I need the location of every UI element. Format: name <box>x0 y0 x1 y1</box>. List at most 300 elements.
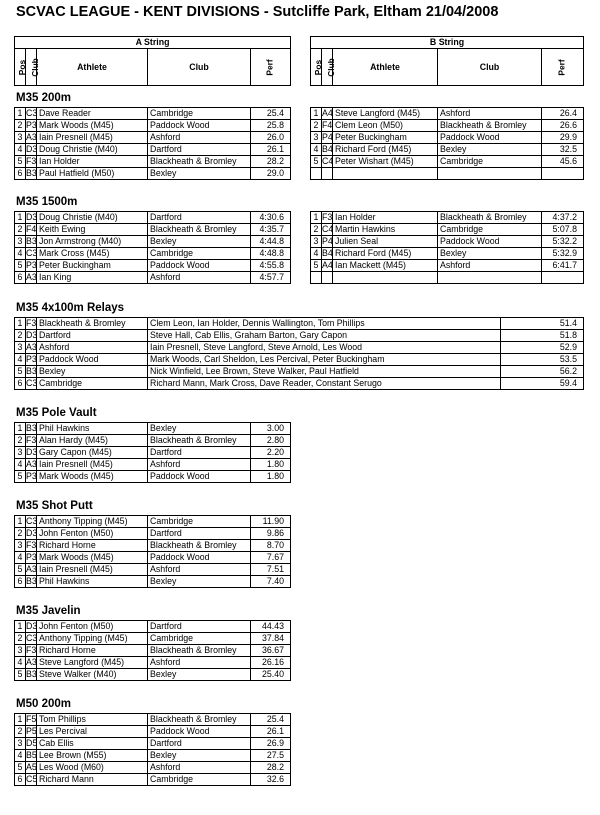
perf-cell: 32.5 <box>542 144 584 156</box>
pos-cell: 4 <box>15 144 26 156</box>
pos-cell: 5 <box>15 762 26 774</box>
table-row <box>15 212 291 224</box>
club-code-cell: P3 <box>26 354 37 364</box>
pos-cell: 5 <box>311 156 322 168</box>
club-header: Club <box>148 49 251 86</box>
athlete-cell: Lee Brown (M55) <box>37 750 148 762</box>
perf-cell: 26.0 <box>251 132 291 144</box>
b-string-header-table <box>310 36 584 86</box>
perf-cell: 28.2 <box>251 762 291 774</box>
club-code-cell: F4 <box>322 120 333 130</box>
perf-cell: 26.4 <box>542 108 584 120</box>
pos-header: Pos <box>15 49 26 86</box>
perf-cell: 44.43 <box>251 621 291 633</box>
club-code-cell: F3 <box>26 156 37 166</box>
club-code-cell: C3 <box>26 633 38 643</box>
athlete-cell: Dave Reader <box>37 108 148 120</box>
table-row <box>311 272 584 284</box>
athlete-cell: Martin Hawkins <box>333 224 438 236</box>
club-code-cell: P3 <box>26 260 37 270</box>
club-code-cell: F3 <box>26 318 37 328</box>
table-row <box>15 236 291 248</box>
club-code-cell: C3 <box>26 378 38 388</box>
table-row <box>15 260 291 272</box>
perf-cell: 5:32.2 <box>542 236 584 248</box>
pos-cell: 1 <box>15 318 26 330</box>
athlete-cell: Alan Hardy (M45) <box>37 435 148 447</box>
table-row <box>15 540 291 552</box>
table-row <box>15 645 291 657</box>
athlete-cell: Richard Mann <box>37 774 148 786</box>
athlete-cell: Doug Christie (M40) <box>37 144 148 156</box>
pos-cell: 5 <box>15 366 26 378</box>
club-cell: Paddock Wood <box>148 471 251 483</box>
club-code-cell <box>322 272 333 284</box>
section-title: M35 Javelin <box>16 605 81 617</box>
perf-cell: 4:35.7 <box>251 224 291 236</box>
section-title: M35 1500m <box>16 196 78 208</box>
perf-cell: 29.0 <box>251 168 291 180</box>
team-members-cell: Steve Hall, Cab Ellis, Graham Barton, Gary Capon <box>148 330 501 342</box>
club-code-cell: B3 <box>26 576 37 586</box>
perf-cell: 26.16 <box>251 657 291 669</box>
pos-cell: 2 <box>311 224 322 236</box>
club-cell: Bexley <box>438 144 542 156</box>
club-code-cell: C5 <box>26 774 38 784</box>
table-row <box>15 132 291 144</box>
club-cell: Dartford <box>148 144 251 156</box>
pos-cell: 5 <box>15 564 26 576</box>
athlete-cell: Steve Langford (M45) <box>37 657 148 669</box>
pos-cell: 4 <box>15 248 26 260</box>
perf-cell <box>542 272 584 284</box>
pos-cell: 1 <box>15 714 26 726</box>
team-members-cell: Nick Winfield, Lee Brown, Steve Walker, Paul Hatfield <box>148 366 501 378</box>
club-code-header: Club <box>26 49 37 86</box>
table-row <box>15 750 291 762</box>
club-header: Club <box>438 49 542 86</box>
club-code-cell: P4 <box>322 132 333 142</box>
table-row <box>15 342 584 354</box>
perf-cell: 7.51 <box>251 564 291 576</box>
club-code-cell: A4 <box>322 260 333 270</box>
perf-cell: 45.6 <box>542 156 584 168</box>
pos-cell: 2 <box>15 435 26 447</box>
club-code-cell: C3 <box>26 248 38 258</box>
perf-cell: 4:37.2 <box>542 212 584 224</box>
athlete-cell: Anthony Tipping (M45) <box>37 633 148 645</box>
athlete-cell: Tom Phillips <box>37 714 148 726</box>
club-code-cell: B4 <box>322 248 333 258</box>
pos-cell: 3 <box>15 540 26 552</box>
club-cell: Ashford <box>148 272 251 284</box>
athlete-cell: Richard Horne <box>37 540 148 552</box>
team-cell: Bexley <box>37 366 148 378</box>
perf-cell: 59.4 <box>501 378 584 390</box>
club-code-cell: C4 <box>322 224 334 234</box>
pos-cell: 4 <box>15 657 26 669</box>
a-string-header-table <box>14 36 291 86</box>
perf-cell: 11.90 <box>251 516 291 528</box>
pos-cell: 2 <box>15 633 26 645</box>
table-row <box>15 762 291 774</box>
club-cell <box>438 272 542 284</box>
table-row <box>15 726 291 738</box>
club-code-cell: F3 <box>26 540 37 550</box>
club-cell: Cambridge <box>148 633 251 645</box>
perf-cell: 56.2 <box>501 366 584 378</box>
pos-cell <box>311 272 322 284</box>
pos-cell: 2 <box>15 528 26 540</box>
pos-cell: 1 <box>15 516 26 528</box>
pos-cell: 4 <box>15 459 26 471</box>
table-row <box>15 471 291 483</box>
club-code-header: Club <box>322 49 333 86</box>
table-row <box>15 378 584 390</box>
club-cell: Ashford <box>148 459 251 471</box>
athlete-cell: Iain Presnell (M45) <box>37 132 148 144</box>
table-row <box>15 248 291 260</box>
table-row <box>15 156 291 168</box>
team-cell: Blackheath & Bromley <box>37 318 148 330</box>
results-table <box>14 211 291 284</box>
athlete-cell: Steve Langford (M45) <box>333 108 438 120</box>
results-table <box>310 211 584 284</box>
club-cell: Cambridge <box>148 516 251 528</box>
pos-cell: 3 <box>15 342 26 354</box>
athlete-cell: Ian Mackett (M45) <box>333 260 438 272</box>
perf-cell: 36.67 <box>251 645 291 657</box>
pos-cell: 1 <box>15 212 26 224</box>
athlete-cell: Anthony Tipping (M45) <box>37 516 148 528</box>
pos-cell: 4 <box>15 552 26 564</box>
relay-table <box>14 317 584 390</box>
athlete-cell: Clem Leon (M50) <box>333 120 438 132</box>
pos-cell: 2 <box>15 726 26 738</box>
pos-cell: 3 <box>311 236 322 248</box>
table-row <box>15 669 291 681</box>
pos-cell: 1 <box>15 108 26 120</box>
perf-cell: 25.8 <box>251 120 291 132</box>
results-table <box>14 107 291 180</box>
perf-header: Perf <box>251 49 291 86</box>
pos-cell: 5 <box>15 471 26 483</box>
perf-cell: 4:55.8 <box>251 260 291 272</box>
club-code-cell: D3 <box>26 212 38 222</box>
club-cell: Cambridge <box>438 156 542 168</box>
pos-cell: 1 <box>311 108 322 120</box>
pos-cell: 3 <box>15 236 26 248</box>
perf-cell: 5:07.8 <box>542 224 584 236</box>
team-cell: Paddock Wood <box>37 354 148 366</box>
club-code-cell: F3 <box>26 435 37 445</box>
perf-cell: 29.9 <box>542 132 584 144</box>
pos-cell: 3 <box>311 132 322 144</box>
pos-cell: 3 <box>15 132 26 144</box>
club-cell: Blackheath & Bromley <box>438 212 542 224</box>
table-row <box>311 260 584 272</box>
section-title: M50 200m <box>16 698 71 710</box>
club-cell: Ashford <box>148 564 251 576</box>
perf-cell: 2.80 <box>251 435 291 447</box>
table-row <box>311 120 584 132</box>
table-row <box>15 168 291 180</box>
athlete-cell: Iain Presnell (M45) <box>37 459 148 471</box>
table-row <box>15 552 291 564</box>
athlete-cell: Phil Hawkins <box>37 423 148 435</box>
table-row <box>311 212 584 224</box>
table-row <box>15 435 291 447</box>
club-code-cell: D3 <box>26 447 38 457</box>
club-cell: Dartford <box>148 738 251 750</box>
pos-cell: 5 <box>15 669 26 681</box>
perf-cell: 4:30.6 <box>251 212 291 224</box>
pos-cell: 2 <box>311 120 322 132</box>
club-cell: Dartford <box>148 621 251 633</box>
pos-cell: 3 <box>15 645 26 657</box>
pos-cell: 2 <box>15 120 26 132</box>
club-code-cell: D3 <box>26 528 38 538</box>
athlete-cell: Richard Horne <box>37 645 148 657</box>
athlete-cell: Gary Capon (M45) <box>37 447 148 459</box>
athlete-cell: Les Wood (M60) <box>37 762 148 774</box>
perf-cell: 53.5 <box>501 354 584 366</box>
results-table <box>14 422 291 483</box>
club-code-cell: C3 <box>26 108 38 118</box>
perf-cell: 25.4 <box>251 108 291 120</box>
perf-cell: 3.00 <box>251 423 291 435</box>
pos-cell: 4 <box>15 354 26 366</box>
pos-cell: 2 <box>15 330 26 342</box>
table-row <box>15 272 291 284</box>
table-row <box>311 236 584 248</box>
perf-cell: 26.9 <box>251 738 291 750</box>
club-cell: Blackheath & Bromley <box>148 435 251 447</box>
club-code-cell: B3 <box>26 366 37 376</box>
club-code-cell: B3 <box>26 423 37 433</box>
pos-cell: 1 <box>311 212 322 224</box>
athlete-cell: John Fenton (M50) <box>37 528 148 540</box>
club-code-cell: A3 <box>26 132 37 142</box>
perf-cell: 51.8 <box>501 330 584 342</box>
club-code-cell: B3 <box>26 168 37 178</box>
club-code-cell: B3 <box>26 236 37 246</box>
club-code-cell <box>322 168 333 180</box>
perf-cell: 4:57.7 <box>251 272 291 284</box>
table-row <box>15 633 291 645</box>
perf-header: Perf <box>542 49 584 86</box>
pos-cell: 4 <box>311 248 322 260</box>
pos-cell: 6 <box>15 272 26 284</box>
pos-cell: 1 <box>15 621 26 633</box>
club-code-cell: P4 <box>322 236 333 246</box>
pos-cell: 3 <box>15 738 26 750</box>
team-cell: Ashford <box>37 342 148 354</box>
team-members-cell: Richard Mann, Mark Cross, Dave Reader, Constant Serugo <box>148 378 501 390</box>
table-row <box>15 576 291 588</box>
athlete-cell: Ian Holder <box>37 156 148 168</box>
table-row <box>15 657 291 669</box>
club-code-cell: B4 <box>322 144 333 154</box>
club-code-cell: A3 <box>26 272 37 282</box>
club-code-cell: D3 <box>26 621 38 631</box>
club-code-cell: P3 <box>26 552 37 562</box>
club-cell: Ashford <box>148 762 251 774</box>
club-cell <box>438 168 542 180</box>
b-string-heading: B String <box>311 37 584 49</box>
club-code-cell: P3 <box>26 120 37 130</box>
table-row <box>311 248 584 260</box>
club-cell: Dartford <box>148 528 251 540</box>
perf-cell: 2.20 <box>251 447 291 459</box>
team-members-cell: Mark Woods, Carl Sheldon, Les Percival, Peter Buckingham <box>148 354 501 366</box>
club-cell: Bexley <box>148 168 251 180</box>
table-row <box>15 120 291 132</box>
athlete-cell: Paul Hatfield (M50) <box>37 168 148 180</box>
athlete-cell: Peter Wishart (M45) <box>333 156 438 168</box>
perf-cell: 27.5 <box>251 750 291 762</box>
club-cell: Bexley <box>148 423 251 435</box>
table-row <box>311 224 584 236</box>
perf-cell: 5:32.9 <box>542 248 584 260</box>
table-row <box>15 366 584 378</box>
pos-cell: 2 <box>15 224 26 236</box>
perf-cell: 25.40 <box>251 669 291 681</box>
pos-cell: 6 <box>15 378 26 390</box>
club-code-cell: A3 <box>26 459 37 469</box>
results-table <box>310 107 584 180</box>
results-table <box>14 620 291 681</box>
club-cell: Bexley <box>438 248 542 260</box>
athlete-cell: Peter Buckingham <box>333 132 438 144</box>
pos-cell: 4 <box>15 750 26 762</box>
perf-cell: 37.84 <box>251 633 291 645</box>
team-members-cell: Clem Leon, Ian Holder, Dennis Wallington, Tom Phillips <box>148 318 501 330</box>
pos-cell: 3 <box>15 447 26 459</box>
section-title: M35 200m <box>16 92 71 104</box>
pos-cell: 6 <box>15 774 26 786</box>
pos-cell: 6 <box>15 168 26 180</box>
athlete-cell: Doug Christie (M40) <box>37 212 148 224</box>
results-table <box>14 713 291 786</box>
club-code-cell: A5 <box>26 762 37 772</box>
club-cell: Blackheath & Bromley <box>438 120 542 132</box>
club-cell: Bexley <box>148 576 251 588</box>
club-cell: Ashford <box>148 132 251 144</box>
club-cell: Cambridge <box>438 224 542 236</box>
perf-cell: 1.80 <box>251 471 291 483</box>
team-cell: Dartford <box>37 330 148 342</box>
perf-cell: 26.6 <box>542 120 584 132</box>
perf-cell: 7.67 <box>251 552 291 564</box>
perf-cell: 51.4 <box>501 318 584 330</box>
club-cell: Cambridge <box>148 248 251 260</box>
table-row <box>15 144 291 156</box>
pos-cell: 4 <box>311 144 322 156</box>
athlete-cell: Ian Holder <box>333 212 438 224</box>
club-code-cell: D3 <box>26 144 38 154</box>
club-cell: Paddock Wood <box>148 260 251 272</box>
pos-cell <box>311 168 322 180</box>
club-code-cell: C4 <box>322 156 334 166</box>
club-cell: Paddock Wood <box>148 552 251 564</box>
results-table <box>14 515 291 588</box>
pos-cell: 5 <box>15 260 26 272</box>
club-cell: Cambridge <box>148 108 251 120</box>
club-code-cell: F4 <box>26 224 37 234</box>
table-row <box>15 224 291 236</box>
athlete-cell: Iain Presnell (M45) <box>37 564 148 576</box>
club-cell: Blackheath & Bromley <box>148 645 251 657</box>
club-cell: Cambridge <box>148 774 251 786</box>
table-row <box>15 108 291 120</box>
club-code-cell: C3 <box>26 516 38 526</box>
perf-cell: 4:48.8 <box>251 248 291 260</box>
athlete-cell: Mark Woods (M45) <box>37 552 148 564</box>
perf-cell: 7.40 <box>251 576 291 588</box>
athlete-cell: Cab Ellis <box>37 738 148 750</box>
athlete-header: Athlete <box>37 49 148 86</box>
athlete-header: Athlete <box>333 49 438 86</box>
club-code-cell: P3 <box>26 471 37 481</box>
perf-cell: 4:44.8 <box>251 236 291 248</box>
perf-cell: 6:41.7 <box>542 260 584 272</box>
athlete-cell: Mark Woods (M45) <box>37 120 148 132</box>
section-title: M35 Pole Vault <box>16 407 97 419</box>
club-code-cell: F3 <box>26 645 37 655</box>
perf-cell: 1.80 <box>251 459 291 471</box>
athlete-cell: Steve Walker (M40) <box>37 669 148 681</box>
athlete-cell: Ian King <box>37 272 148 284</box>
table-row <box>15 447 291 459</box>
pos-cell: 6 <box>15 576 26 588</box>
club-code-cell: D5 <box>26 738 38 748</box>
athlete-cell: Mark Cross (M45) <box>37 248 148 260</box>
club-code-cell: A4 <box>322 108 333 118</box>
perf-cell: 28.2 <box>251 156 291 168</box>
club-cell: Paddock Wood <box>438 132 542 144</box>
section-title: M35 4x100m Relays <box>16 302 125 314</box>
section-title: M35 Shot Putt <box>16 500 93 512</box>
table-row <box>311 132 584 144</box>
table-row <box>311 108 584 120</box>
club-cell: Blackheath & Bromley <box>148 714 251 726</box>
club-cell: Bexley <box>148 669 251 681</box>
table-row <box>15 621 291 633</box>
perf-cell: 32.6 <box>251 774 291 786</box>
table-row <box>15 528 291 540</box>
perf-cell: 9.86 <box>251 528 291 540</box>
club-code-cell: F3 <box>322 212 333 222</box>
club-cell: Paddock Wood <box>148 120 251 132</box>
club-code-cell: A3 <box>26 564 37 574</box>
athlete-cell: Jon Armstrong (M40) <box>37 236 148 248</box>
athlete-cell: Les Percival <box>37 726 148 738</box>
athlete-cell: Phil Hawkins <box>37 576 148 588</box>
club-cell: Paddock Wood <box>148 726 251 738</box>
pos-header: Pos <box>311 49 322 86</box>
athlete-cell: Mark Woods (M45) <box>37 471 148 483</box>
club-code-cell: B3 <box>26 669 37 679</box>
perf-cell <box>542 168 584 180</box>
club-cell: Dartford <box>148 212 251 224</box>
athlete-cell: Keith Ewing <box>37 224 148 236</box>
club-cell: Dartford <box>148 447 251 459</box>
athlete-cell: Julien Seal <box>333 236 438 248</box>
club-cell: Blackheath & Bromley <box>148 224 251 236</box>
club-cell: Bexley <box>148 236 251 248</box>
table-row <box>15 423 291 435</box>
